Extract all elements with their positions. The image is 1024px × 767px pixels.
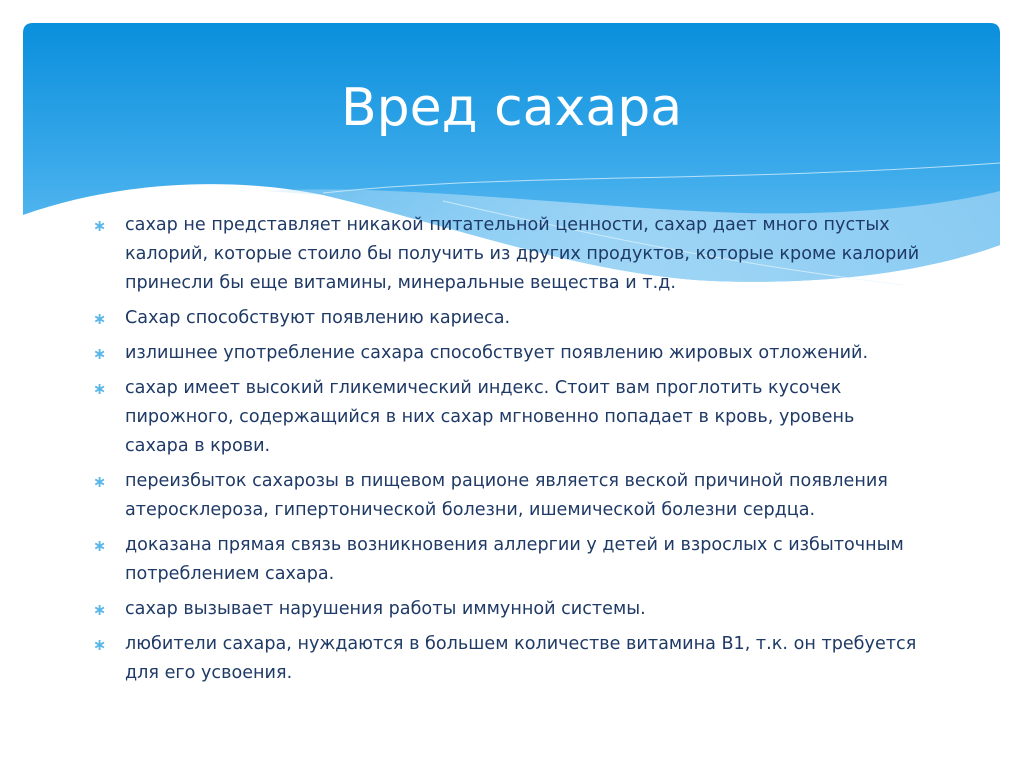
asterisk-icon: ∗: [93, 344, 107, 363]
asterisk-icon: ∗: [93, 536, 107, 555]
list-item: [92, 467, 922, 525]
asterisk-icon: ∗: [93, 472, 107, 491]
asterisk-icon: ∗: [93, 309, 107, 328]
list-item: [92, 211, 922, 298]
list-item-text: сахар не представляет никакой питательной ценности, сахар дает много пустых калорий, которые стоило бы получить из других продуктов, которые кроме калорий принесли бы еще витамины, минеральные вещества и т.д.: [125, 215, 920, 293]
list-item-text: сахар имеет высокий гликемический индекс. Стоит вам проглотить кусочек пирожного, содержащийся в них сахар мгновенно попадает в кровь, уровень сахара в крови.: [125, 378, 855, 456]
list-item-text: излишнее употребление сахара способствует появлению жировых отложений.: [125, 343, 869, 363]
list-item-text: сахар вызывает нарушения работы иммунной системы.: [125, 599, 646, 619]
bullet-content: [92, 211, 922, 694]
list-item: [92, 339, 922, 368]
bullet-list: [92, 211, 922, 688]
asterisk-icon: ∗: [93, 635, 107, 654]
asterisk-icon: ∗: [93, 216, 107, 235]
list-item: [92, 304, 922, 333]
list-item-text: любители сахара, нуждаются в большем количестве витамина В1, т.к. он требуется для его усвоения.: [125, 634, 917, 683]
list-item-text: переизбыток сахарозы в пищевом рационе является веской причиной появления атеросклероза, гипертонической болезни, ишемической болезни сердца.: [125, 471, 888, 520]
slide-title: Вред сахара: [340, 78, 683, 138]
list-item: [92, 531, 922, 589]
list-item: [92, 374, 922, 461]
list-item-text: Сахар способствуют появлению кариеса.: [125, 308, 511, 328]
list-item: [92, 595, 922, 624]
asterisk-icon: ∗: [93, 379, 107, 398]
list-item-text: доказана прямая связь возникновения аллергии у детей и взрослых с избыточным потреблением сахара.: [125, 535, 904, 584]
list-item: [92, 630, 922, 688]
asterisk-icon: ∗: [93, 600, 107, 619]
